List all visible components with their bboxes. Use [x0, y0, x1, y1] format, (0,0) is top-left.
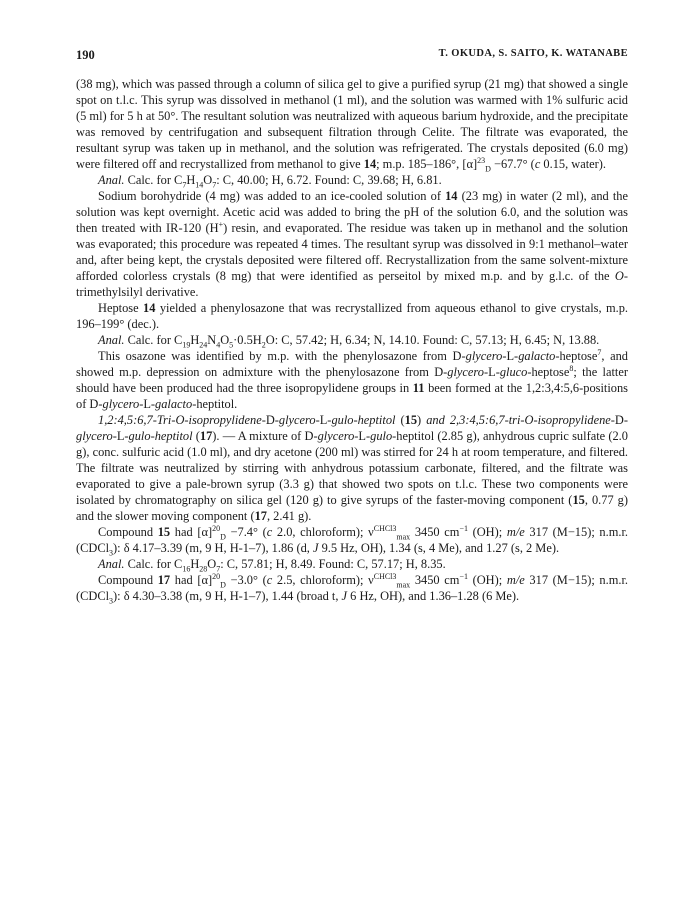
text-run: : C, 57.81; H, 8.49. Found: C, 57.17; H, 8.35.	[220, 557, 446, 571]
text-run: 1,2:4,5:6,7-Tri-O-isopropylidene-	[98, 413, 266, 427]
text-run: -heptitol.	[192, 397, 238, 411]
text-run: glycero	[76, 429, 113, 443]
text-run: (	[395, 413, 405, 427]
text-run: had [α]	[170, 525, 213, 539]
text-run: H	[186, 173, 196, 187]
text-run: ; m.p. 185–186°, [α]	[376, 157, 478, 171]
text-run: CHCl3	[373, 523, 397, 533]
text-run: gulo	[128, 429, 151, 443]
text-run: 14	[363, 157, 377, 171]
text-run: 317 (M−15); n.m.r. (CDCl	[76, 525, 628, 555]
text-run: Compound	[98, 525, 158, 539]
text-run: +	[218, 219, 224, 229]
text-run: D	[220, 580, 226, 590]
text-run: and 2,3:4,5:6,7-tri-O-isopropylidene-	[426, 413, 615, 427]
text-run: D-	[304, 429, 318, 443]
text-run: 14	[195, 180, 204, 190]
text-run: D-	[614, 413, 628, 427]
text-run: (OH);	[467, 525, 507, 539]
text-run: , and showed m.p. depression on admixture with the phenylosazone from	[76, 349, 628, 379]
text-run: c	[266, 573, 273, 587]
paragraph-p1	[76, 76, 628, 172]
text-run: −3.0° (	[225, 573, 267, 587]
text-run: O	[614, 269, 624, 283]
text-run: m/e	[506, 573, 525, 587]
text-run: −67.7° (	[490, 157, 535, 171]
text-run: -L-	[139, 397, 156, 411]
text-run: Calc. for C	[124, 557, 183, 571]
text-run: glycero	[102, 397, 140, 411]
text-run: -heptitol (2.85 g), anhydrous cupric sulfate (2.0 g), conc. sulfuric acid (1.0 ml), and dry acetone (200 ml) was stirred for 24 h at room temperature, and filtered. The filtrate was neutralized by stirring with anhydrous potassium carbonate, filtered, and the filtrate was evaporated to give a pale-brown syrup (3.3 g) that showed two spots on t.l.c. These two components were isolated by chromatography on silica gel (120 g) to give syrups of the faster-moving component (	[76, 429, 628, 507]
text-run: glycero	[278, 413, 316, 427]
text-run: galacto	[155, 397, 193, 411]
text-run: -L-	[112, 429, 129, 443]
text-run: O	[220, 333, 230, 347]
text-run: 23	[477, 155, 486, 165]
text-run: 2.5, chloroform); ν	[272, 573, 374, 587]
text-run: −1	[459, 571, 468, 581]
text-run: -heptitol	[353, 413, 396, 427]
text-run: O	[203, 173, 213, 187]
running-head-authors: T. OKUDA, S. SAITO, K. WATANABE	[438, 48, 628, 59]
paragraph-p2	[76, 172, 628, 188]
text-run: Calc. for C	[124, 173, 183, 187]
text-run: 317 (M−15); n.m.r. (CDCl	[76, 573, 628, 603]
paragraph-p3	[76, 188, 628, 300]
text-run: max	[396, 532, 411, 542]
text-run: O: C, 57.42; H, 6.34; N, 14.10. Found: C, 57.13; H, 6.45; N, 13.88.	[265, 333, 600, 347]
text-run: -heptose	[555, 349, 598, 363]
text-run: 20	[212, 523, 221, 533]
text-run: 6 Hz, OH), and 1.36–1.28 (6 Me).	[347, 589, 520, 603]
text-run: -heptitol	[150, 429, 193, 443]
text-run: D	[220, 532, 226, 542]
paragraph-p7	[76, 412, 628, 524]
text-run: -trimethylsilyl derivative.	[76, 269, 628, 299]
text-run: 17	[254, 509, 267, 523]
text-run: ) resin, and evaporated. The residue was taken up in methanol and the solution was evaporated; this procedure was repeated 4 times. The resultant syrup was dissolved in 9:1 methanol–water and, after being kept, the crystals deposited were filtered off. Recrystallization from the same solvent-mixture afforded colorless crystals (8 mg) that were identified as perseitol by mixed m.p. and by g.l.c. of the	[76, 221, 628, 283]
text-run: -	[514, 349, 519, 363]
text-run: 7	[597, 347, 602, 357]
text-run: -L-	[484, 365, 500, 379]
text-run: -L-	[315, 413, 332, 427]
text-run: Anal.	[98, 173, 125, 187]
text-run: gluco	[499, 365, 528, 379]
text-run: yielded a phenylosazone that was recrystallized from aqueous ethanol to give crystals, m.p. 196–199° (dec.).	[76, 301, 628, 331]
text-run: c	[534, 157, 541, 171]
text-run: max	[396, 580, 411, 590]
article-body	[76, 76, 628, 604]
text-run: 14	[445, 189, 458, 203]
text-run: 14	[143, 301, 156, 315]
text-run: 19	[182, 340, 191, 350]
text-run: Heptose	[98, 301, 144, 315]
text-run: Anal.	[98, 557, 125, 571]
text-run: 11	[412, 381, 425, 395]
text-run: galacto	[518, 349, 556, 363]
text-run: Calc. for C	[124, 333, 183, 347]
text-run: m/e	[506, 525, 525, 539]
text-run: Compound	[98, 573, 158, 587]
paragraph-p9	[76, 556, 628, 572]
text-run: J	[341, 589, 348, 603]
paragraph-p8	[76, 524, 628, 556]
text-run: 15	[404, 413, 418, 427]
text-run: glycero	[465, 349, 503, 363]
text-run: 15	[572, 493, 585, 507]
text-run: 7	[216, 564, 221, 574]
text-run: 15	[157, 525, 171, 539]
text-run: 17	[199, 429, 213, 443]
text-run: Sodium borohydride (4 mg) was added to an ice-cooled solution of	[98, 189, 446, 203]
text-run: 16	[182, 564, 191, 574]
text-run: (	[192, 429, 200, 443]
text-run: This osazone was identified by m.p. with the phenylosazone from	[98, 349, 453, 363]
text-run: 2.0, chloroform); ν	[272, 525, 374, 539]
text-run: ): δ 4.30–3.38 (m, 9 H, H-1–7), 1.44 (broad t,	[113, 589, 342, 603]
text-run: 3450 cm	[410, 573, 460, 587]
text-run: J	[313, 541, 319, 555]
text-run: CHCl3	[373, 571, 397, 581]
text-run: , 2.41 g).	[266, 509, 312, 523]
text-run: H	[190, 333, 200, 347]
text-run: glycero	[317, 429, 355, 443]
text-run: (23 mg) in water (2 ml), and the solution was kept overnight. Acetic acid was added to bring the pH of the solution 6.0, and the solution was then treated with IR-120 (H	[76, 189, 628, 235]
text-run: H	[190, 557, 200, 571]
text-run: D	[485, 164, 491, 174]
page-header	[76, 48, 628, 66]
text-run: 5	[229, 340, 234, 350]
text-run: -heptose	[527, 365, 570, 379]
text-run: been formed at the 1,2:3,4:5,6-positions of	[76, 381, 628, 411]
paragraph-p5	[76, 332, 628, 348]
text-run: 17	[157, 573, 171, 587]
text-run: ; the latter should have been produced had the three isopropylidene groups in	[76, 365, 629, 395]
text-run: 9.5 Hz, OH), 1.34 (s, 4 Me), and 1.27 (s, 2 Me).	[318, 541, 560, 555]
text-run: D-	[452, 349, 466, 363]
text-run: -	[502, 349, 507, 363]
text-run: L	[506, 349, 515, 363]
text-run: , 0.77 g) and the slower moving component (	[76, 493, 628, 523]
text-run: −7.4° (	[225, 525, 267, 539]
text-run: 2	[261, 340, 266, 350]
text-run: −1	[459, 523, 468, 533]
text-run: glycero	[447, 365, 484, 379]
text-run: 3450 cm	[410, 525, 460, 539]
text-run: D-	[434, 365, 448, 379]
text-run: ): δ 4.17–3.39 (m, 9 H, H-1–7), 1.86 (d,	[113, 541, 313, 555]
paragraph-p10	[76, 572, 628, 604]
text-run: Anal.	[98, 333, 125, 347]
text-run: 7	[182, 180, 187, 190]
text-run: 4	[216, 340, 221, 350]
text-run: had [α]	[170, 573, 213, 587]
text-run: : C, 40.00; H, 6.72. Found: C, 39.68; H, 6.81.	[216, 173, 442, 187]
text-run: D-	[89, 397, 103, 411]
text-run: (38 mg), which was passed through a column of silica gel to give a purified syrup (21 mg) that showed a single spot on t.l.c. This syrup was dissolved in methanol (1 ml), and the solution was warmed with 1% sulfuric acid (5 ml) for 5 h at 50°. The resultant solution was neutralized with aqueous barium hydroxide, and the precipitate was removed by centrifugation and subsequent filtration through Celite. The filtrate was evaporated, the resultant syrup was taken up in methanol, and the solution was refrigerated. The crystals deposited (6.0 mg) were filtered off and recrystallized from methanol to give	[76, 77, 628, 171]
paragraph-p4	[76, 300, 628, 332]
text-run: 7	[212, 180, 217, 190]
text-run: 0.15, water).	[540, 157, 607, 171]
text-run: -L-	[354, 429, 371, 443]
text-run: 8	[569, 363, 574, 373]
text-run: gulo	[331, 413, 354, 427]
text-run: )	[417, 413, 427, 427]
text-run: 3	[109, 548, 114, 558]
text-run: 24	[199, 340, 208, 350]
text-run: O	[207, 557, 217, 571]
text-run: (OH);	[467, 573, 507, 587]
page-number: 190	[76, 48, 95, 62]
text-run: c	[266, 525, 273, 539]
text-run: ). — A mixture of	[212, 429, 305, 443]
text-run: 28	[199, 564, 208, 574]
text-run: gulo	[370, 429, 393, 443]
text-run: ·0.5H	[233, 333, 262, 347]
text-run: 20	[212, 571, 221, 581]
text-run: N	[207, 333, 217, 347]
paragraph-p6	[76, 348, 628, 412]
text-run: 3	[109, 596, 114, 606]
text-run: D-	[265, 413, 279, 427]
